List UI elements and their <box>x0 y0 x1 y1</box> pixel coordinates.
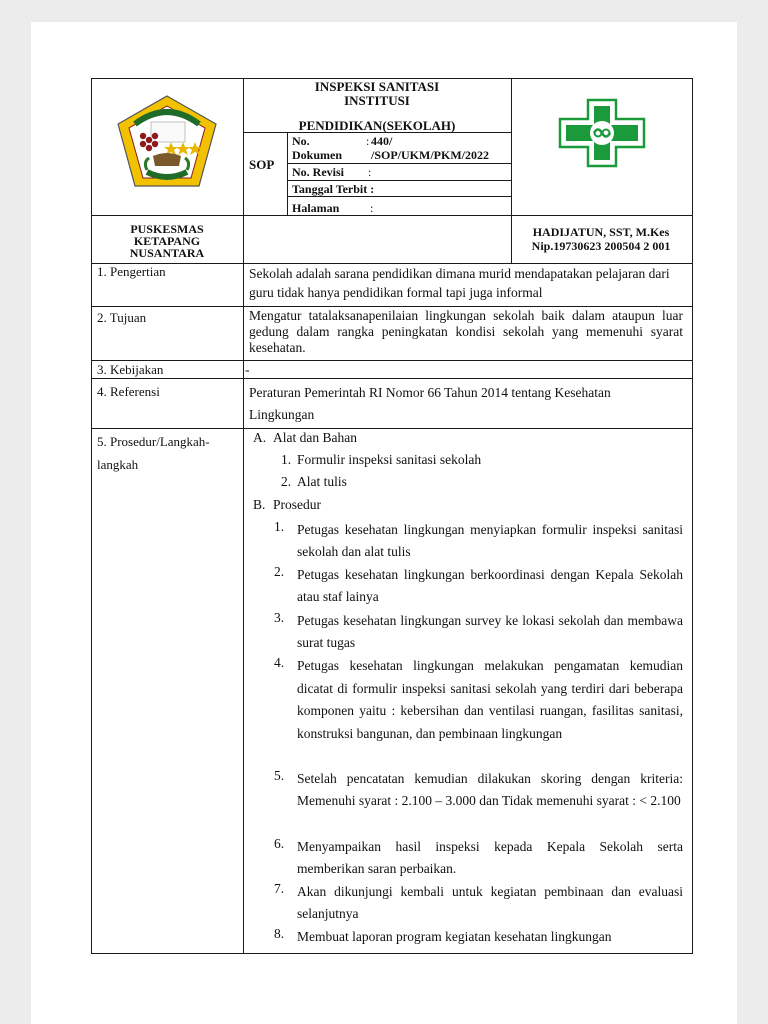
b-item-6: Menyampaikan hasil inspeksi kepada Kepala Sekolah serta memberikan saran perbaikan. <box>297 839 683 876</box>
row-divider <box>91 360 693 361</box>
b-item-1: Petugas kesehatan lingkungan menyiapkan formulir inspeksi sanitasi sekolah dan alat tulis <box>297 522 683 559</box>
header-divider <box>91 215 693 216</box>
referensi-text: Peraturan Pemerintah RI Nomor 66 Tahun 2014 tentang Kesehatan Lingkungan <box>249 385 611 422</box>
list-item-marker: 1. <box>274 519 285 534</box>
label-col-line <box>243 264 244 954</box>
b-item-8: Membuat laporan program kegiatan kesehatan lingkungan <box>297 929 612 944</box>
row-divider <box>91 428 693 429</box>
row-label-kebijakan: 3. Kebijakan <box>97 362 164 377</box>
tujuan-text: Mengatur tatalaksanapenilaian lingkungan sekolah baik dalam ataupun luar gedung dalam rangka peningkatan kondisi sekolah yang memenuhi syarat kesehatan. <box>249 308 683 355</box>
a-item-1: Formulir inspeksi sanitasi sekolah <box>297 452 482 467</box>
docno-divider <box>287 163 511 164</box>
revision-label: No. Revisi <box>292 165 344 179</box>
doc-no-label: No. Dokumen <box>292 134 343 162</box>
table-border-right <box>692 78 693 954</box>
title-line-1: INSPEKSI SANITASI <box>314 79 440 94</box>
section-b-marker: B. <box>253 497 266 512</box>
b-item-7: Akan dikunjungi kembali untuk kegiatan pembinaan dan evaluasi selanjutnya <box>297 884 683 921</box>
row-divider <box>91 306 693 307</box>
list-item-marker: 1. <box>281 452 292 467</box>
section-a-title: Alat dan Bahan <box>273 430 357 445</box>
list-item-marker: 7. <box>274 881 285 896</box>
sop-col-line <box>287 132 288 216</box>
section-a-marker: A. <box>253 430 267 445</box>
list-item-marker: 6. <box>274 836 285 851</box>
row-label-pengertian: 1. Pengertian <box>97 264 166 279</box>
list-item-marker: 3. <box>274 610 285 625</box>
signer-nip: Nip.19730623 200504 2 001 <box>531 239 671 253</box>
b-item-2: Petugas kesehatan lingkungan berkoordinasi dengan Kepala Sekolah atau staf lainya <box>297 567 683 604</box>
title-line-3: PENDIDIKAN(SEKOLAH) <box>298 118 456 133</box>
a-item-2: Alat tulis <box>297 474 347 489</box>
puskesmas-logo <box>558 98 646 168</box>
organization-name: PUSKESMAS KETAPANG NUSANTARA <box>129 222 205 260</box>
row-label-referensi: 4. Referensi <box>97 384 160 399</box>
sop-label: SOP <box>249 157 275 172</box>
list-item-marker: 8. <box>274 926 285 941</box>
revision-divider <box>287 180 511 181</box>
section-b-title: Prosedur <box>273 497 321 512</box>
regional-coat-of-arms-logo <box>113 92 221 192</box>
doc-no-value: 440/ /SOP/UKM/PKM/2022 <box>371 134 489 162</box>
row-label-tujuan: 2. Tujuan <box>97 310 147 325</box>
row-divider <box>91 378 693 379</box>
kebijakan-text: - <box>245 362 250 377</box>
row-label-prosedur: 5. Prosedur/Langkah-langkah <box>97 434 210 472</box>
list-item-marker: 2. <box>274 564 285 579</box>
signer-name: HADIJATUN, SST, M.Kes <box>532 225 670 239</box>
issue-date-label: Tanggal Terbit : <box>292 182 375 196</box>
title-line-2: INSTITUSI <box>344 93 410 108</box>
table-border-bottom <box>91 953 693 954</box>
list-item-marker: 5. <box>274 768 285 783</box>
list-item-marker: 2. <box>281 474 292 489</box>
page-label: Halaman <box>292 201 340 215</box>
document-page <box>31 22 737 1024</box>
document-title <box>243 80 511 133</box>
b-item-5: Setelah pencatatan kemudian dilakukan skoring dengan kriteria: Memenuhi syarat : 2.100 – 3.000 dan Tidak memenuhi syarat : < 2.100 <box>297 771 683 808</box>
table-border-left <box>91 78 92 954</box>
b-item-3: Petugas kesehatan lingkungan survey ke lokasi sekolah dan membawa surat tugas <box>297 613 683 650</box>
pengertian-text: Sekolah adalah sarana pendidikan dimana murid mendapatakan pelajaran dari guru tidak hanya pendidikan formal tapi juga informal <box>249 266 670 300</box>
revision-sep: : <box>368 165 372 179</box>
b-item-4: Petugas kesehatan lingkungan melakukan pengamatan kemudian dicatat di formulir inspeksi sanitasi sekolah yang terdiri dari beberapa komponen yaitu : kebersihan dan ventilasi ruangan, fasilitas sanitasi, konstruksi bangunan, dan pembinaan lingkungan <box>297 658 683 741</box>
doc-no-sep: : <box>366 134 370 148</box>
list-item-marker: 4. <box>274 655 285 670</box>
page-sep: : <box>370 201 374 215</box>
